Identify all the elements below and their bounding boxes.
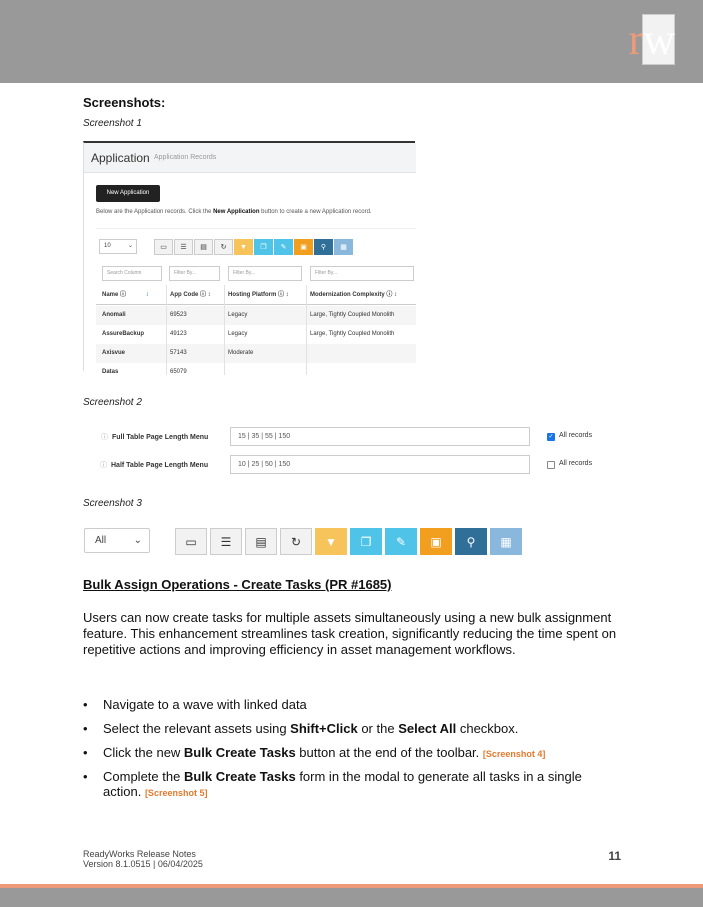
info-icon: ⓘ (100, 462, 107, 469)
paste-icon[interactable]: ▣ (294, 239, 313, 255)
page-number: 11 (608, 849, 621, 863)
divider (96, 228, 416, 229)
full-table-label: ⓘ Full Table Page Length Menu (101, 434, 209, 441)
info-icon: ⓘ (101, 434, 108, 441)
copy-icon[interactable]: ❐ (254, 239, 273, 255)
toolbar (154, 239, 354, 255)
filter-input[interactable]: Filter By... (228, 266, 302, 281)
monitor-icon[interactable]: ▭ (154, 239, 173, 255)
caption-screenshot-3: Screenshot 3 (83, 498, 142, 509)
column-header-app-code[interactable]: App Code ⓘ ↕ (166, 285, 224, 305)
page-length-select[interactable]: 10 ⌄ (99, 239, 137, 254)
column-header-name[interactable]: Name ⓘ ↕ (96, 285, 166, 305)
copy-icon[interactable]: ❐ (350, 528, 382, 555)
list-item: • Complete the Bulk Create Tasks form in the modal to generate all tasks in a single action. [Screenshot 5] (83, 769, 582, 799)
table-row[interactable]: AssureBackup 49123 Legacy Large, Tightly Coupled Monolith (102, 331, 395, 337)
search-icon[interactable]: ⚲ (314, 239, 333, 255)
filter-input[interactable]: Filter By... (310, 266, 414, 281)
column-header-complexity[interactable]: Modernization Complexity ⓘ ↕ (306, 285, 416, 305)
calendar-icon[interactable]: ▦ (334, 239, 353, 255)
toolbar (175, 528, 525, 555)
app-title: Application (91, 151, 150, 165)
list-item: • Navigate to a wave with linked data (83, 697, 307, 712)
chevron-down-icon: ⌄ (127, 243, 133, 249)
screenshot-1 (83, 141, 415, 375)
filter-icon[interactable]: ▼ (315, 528, 347, 555)
column-header-hosting[interactable]: Hosting Platform ⓘ ↕ (224, 285, 306, 305)
chevron-down-icon: ⌄ (133, 535, 142, 546)
app-subtitle: Application Records (154, 154, 217, 161)
excel-icon[interactable]: ▤ (245, 528, 277, 555)
search-icon[interactable]: ⚲ (455, 528, 487, 555)
excel-icon[interactable]: ▤ (194, 239, 213, 255)
caption-screenshot-1: Screenshot 1 (83, 118, 142, 129)
caption-screenshot-2: Screenshot 2 (83, 397, 142, 408)
all-records-label: All records (559, 432, 593, 439)
bulk-assign-paragraph: Users can now create tasks for multiple assets simultaneously using a new bulk assignment feature. This enhancement streamlines task creation, significantly reducing the time spent on repetitive actions and improving efficiency in asset management workflows. (83, 610, 617, 657)
readyworks-logo: rw (628, 15, 674, 64)
all-records-label: All records (559, 460, 593, 467)
edit-icon[interactable]: ✎ (274, 239, 293, 255)
column-divider (306, 285, 307, 375)
screenshot-4-ref: [Screenshot 4] (482, 749, 546, 759)
paste-icon[interactable]: ▣ (420, 528, 452, 555)
list-item: • Select the relevant assets using Shift+Click or the Select All checkbox. (83, 721, 519, 736)
full-table-length-input[interactable]: 15 | 35 | 55 | 150 (230, 427, 530, 446)
app-header (84, 143, 416, 173)
new-application-button[interactable]: New Application (96, 185, 160, 202)
all-records-checkbox[interactable]: ✓ (548, 434, 554, 440)
column-divider (166, 285, 167, 375)
records-select[interactable]: All ⌄ (84, 528, 150, 553)
footer-version: Version 8.1.0515 | 06/04/2025 (83, 859, 203, 869)
section-title: Screenshots: (83, 95, 166, 110)
list-icon[interactable]: ☰ (174, 239, 193, 255)
filter-input[interactable]: Filter By... (169, 266, 220, 281)
calendar-icon[interactable]: ▦ (490, 528, 522, 555)
refresh-icon[interactable]: ↻ (280, 528, 312, 555)
screenshot-5-ref: [Screenshot 5] (144, 788, 208, 798)
edit-icon[interactable]: ✎ (385, 528, 417, 555)
table-row[interactable]: Datas 65079 (102, 369, 187, 375)
half-table-label: ⓘ Half Table Page Length Menu (100, 462, 209, 469)
table-row[interactable]: Anomali 69523 Legacy Large, Tightly Coupled Monolith (96, 306, 416, 325)
monitor-icon[interactable]: ▭ (175, 528, 207, 555)
list-item: • Click the new Bulk Create Tasks button at the end of the toolbar. [Screenshot 4] (83, 745, 546, 760)
refresh-icon[interactable]: ↻ (214, 239, 233, 255)
header-band (0, 0, 703, 83)
filter-icon[interactable]: ▼ (234, 239, 253, 255)
table-row[interactable]: Axisvue 57143 Moderate (96, 344, 416, 363)
column-divider (224, 285, 225, 375)
app-description: Below are the Application records. Click the New Application button to create a new Application record. (96, 209, 372, 215)
half-table-length-input[interactable]: 10 | 25 | 50 | 150 (230, 455, 530, 474)
all-records-checkbox[interactable] (547, 461, 555, 469)
search-column-input[interactable]: Search Column (102, 266, 162, 281)
list-icon[interactable]: ☰ (210, 528, 242, 555)
bulk-assign-heading: Bulk Assign Operations - Create Tasks (PR #1685) (83, 577, 392, 592)
footer-band (0, 888, 703, 907)
footer-title: ReadyWorks Release Notes (83, 849, 196, 859)
